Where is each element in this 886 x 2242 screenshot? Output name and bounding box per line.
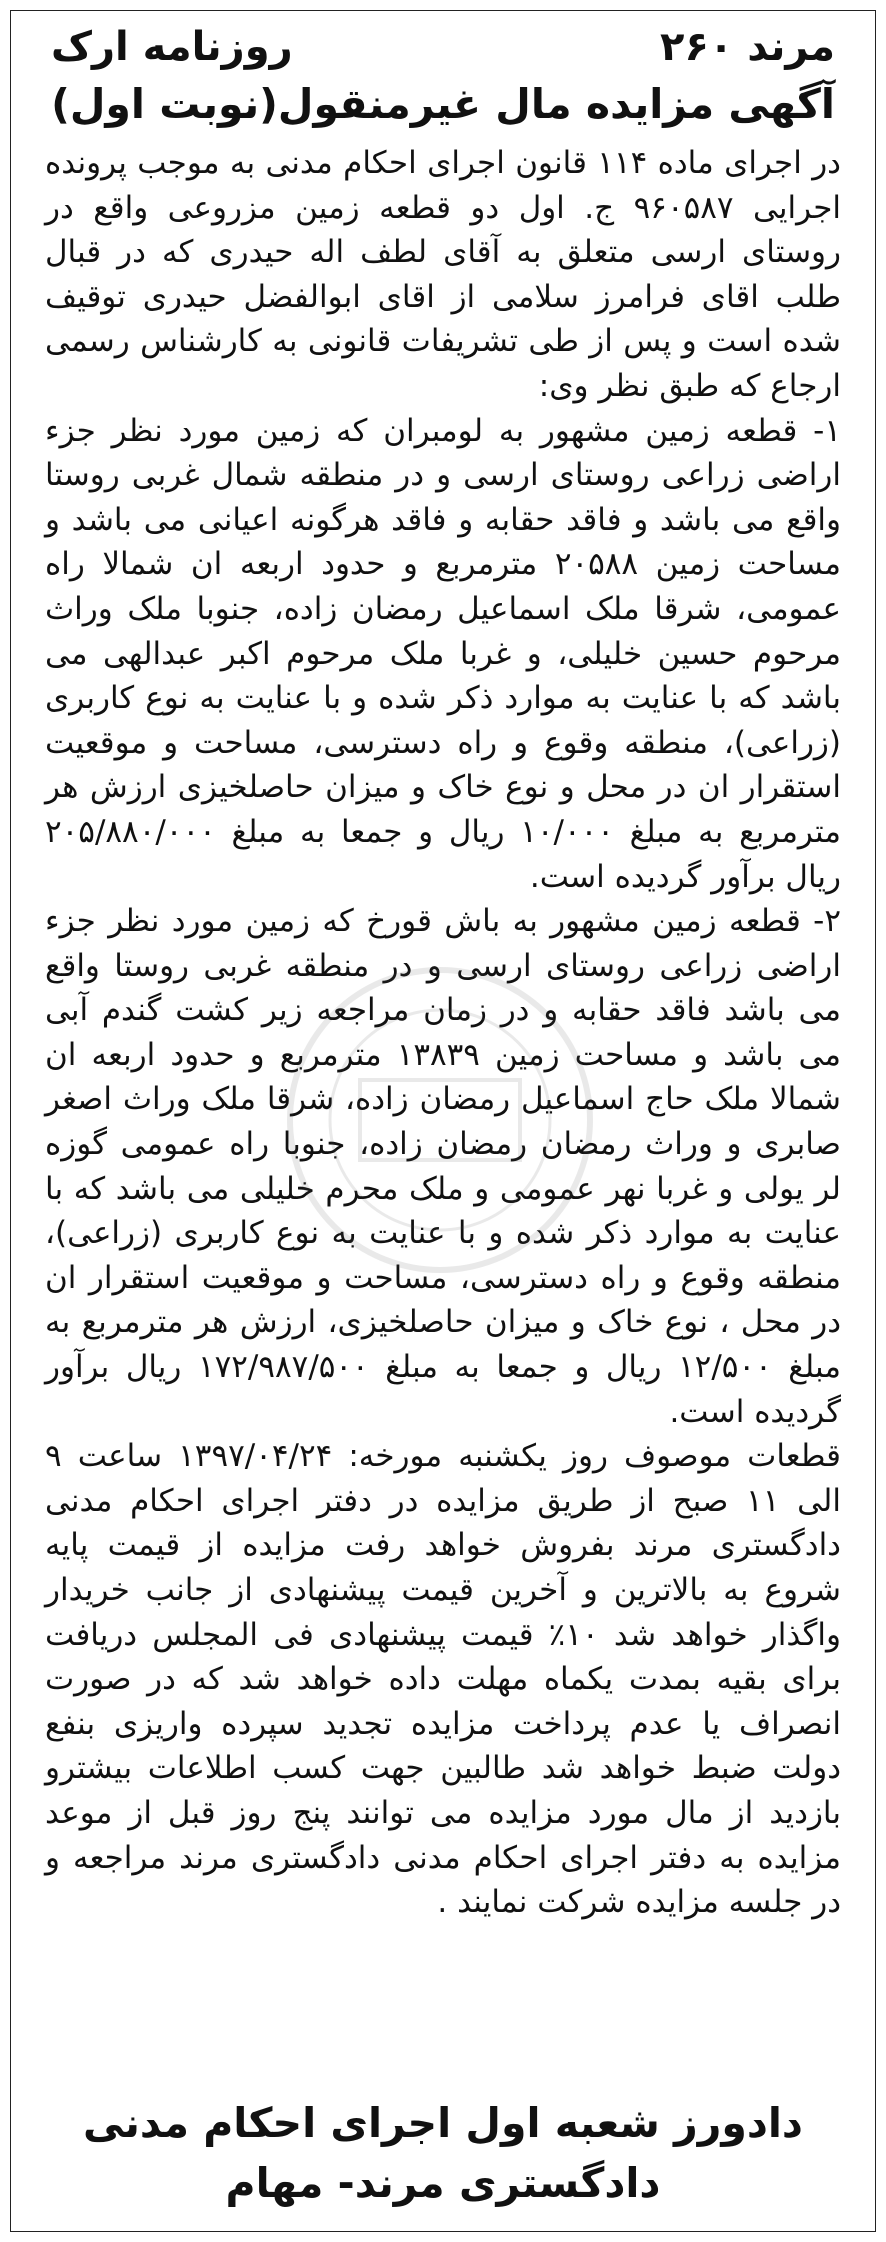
advertisement-frame [10, 10, 876, 2232]
intro-paragraph: در اجرای ماده ۱۱۴ قانون اجرای احکام مدنی به موجب پرونده اجرایی ۹۶۰۵۸۷ ج. اول دو قطعه زمین مزروعی واقع در روستای ارسی متعلق به آقای لطف اله حیدری که در قبال طلب اقای فرامرز سلامی از اقای ابوالفضل حیدری توقیف شده است و پس از طی تشریفات قانونی به کارشناس رسمی ارجاع که طبق نظر وی: [45, 145, 841, 404]
ad-title: آگهی مزایده مال غیرمنقول(نوبت اول) [51, 80, 835, 128]
auction-terms-paragraph: قطعات موصوف روز یکشنبه مورخه: ۱۳۹۷/۰۴/۲۴ ساعت ۹ الی ۱۱ صبح از طریق مزایده در دفتر اجرای احکام مدنی دادگستری مرند بفروش خواهد رفت مزایده از قیمت پایه شروع به بالاترین و آخرین قیمت پیشنهادی از جانب خریدار واگذار خواهد شد ۱۰٪ قیمت پیشنهادی فی المجلس دریافت برای بقیه بمدت یکماه مهلت داده خواهد شد که در صورت انصراف یا عدم پرداخت مزایده تجدید سپرده واریزی بنفع دولت ضبط خواهد شد طالبین جهت کسب اطلاعات بیشترو بازدید از مال مورد مزایده می توانند پنج روز قبل از موعد مزایده به دفتر اجرای احکام مدنی دادگستری مرند مراجعه و در جلسه مزایده شرکت نمایند . [45, 1438, 841, 1921]
ad-body [45, 141, 841, 1925]
signature-line-1: دادورز شعبه اول اجرای احکام مدنی [83, 2099, 803, 2147]
newspaper-name: روزنامه ارک [51, 24, 293, 70]
signature-line-2: دادگستری مرند- مهام [225, 2159, 661, 2207]
signature-block [11, 2093, 875, 2213]
ad-code: مرند ۲۶۰ [660, 24, 835, 70]
header-row [51, 21, 835, 73]
parcel-2-paragraph: ۲- قطعه زمین مشهور به باش قورخ که زمین مورد نظر جزء اراضی زراعی روستای ارسی و در منطقه غربی روستا واقع می باشد فاقد حقابه و در زمان مراجعه زیر کشت گندم آبی می باشد و مساحت زمین ۱۳۸۳۹ مترمربع و حدود اربعه ان شمالا ملک حاج اسماعیل رمضان زاده، شرقا ملک وراث اصغر صابری و وراث رمضان رمضان زاده، جنوبا راه عمومی گوزه لر یولی و غربا نهر عمومی و ملک محرم خلیلی می باشد که با عنایت به موارد ذکر شده و با عنایت به نوع کاربری (زراعی)، منطقه وقوع و راه دسترسی، مساحت و موقعیت استقرار ان در محل ، نوع خاک و میزان حاصلخیزی، ارزش هر مترمربع به مبلغ ۱۲/۵۰۰ ریال و جمعا به مبلغ ۱۷۲/۹۸۷/۵۰۰ ریال برآور گردیده است. [45, 903, 842, 1430]
parcel-1-paragraph: ۱- قطعه زمین مشهور به لومبران که زمین مورد نظر جزء اراضی زراعی روستای ارسی و در منطقه شمال غربی روستا واقع می باشد و فاقد حقابه و فاقد هرگونه اعیانی می باشد و مساحت زمین ۲۰۵۸۸ مترمربع و حدود اربعه ان شمالا راه عمومی، شرقا ملک اسماعیل رمضان زاده، جنوبا ملک وراث مرحوم حسین خلیلی، و غربا ملک مرحوم اکبر عبدالهی می باشد که با عنایت به موارد ذکر شده و با عنایت به نوع کاربری (زراعی)، منطقه وقوع و راه دسترسی، مساحت و موقعیت استقرار ان در محل و نوع خاک و میزان حاصلخیزی ارزش هر مترمربع به مبلغ ۱۰/۰۰۰ ریال و جمعا به مبلغ ۲۰۵/۸۸۰/۰۰۰ ریال برآور گردیده است. [45, 412, 841, 895]
